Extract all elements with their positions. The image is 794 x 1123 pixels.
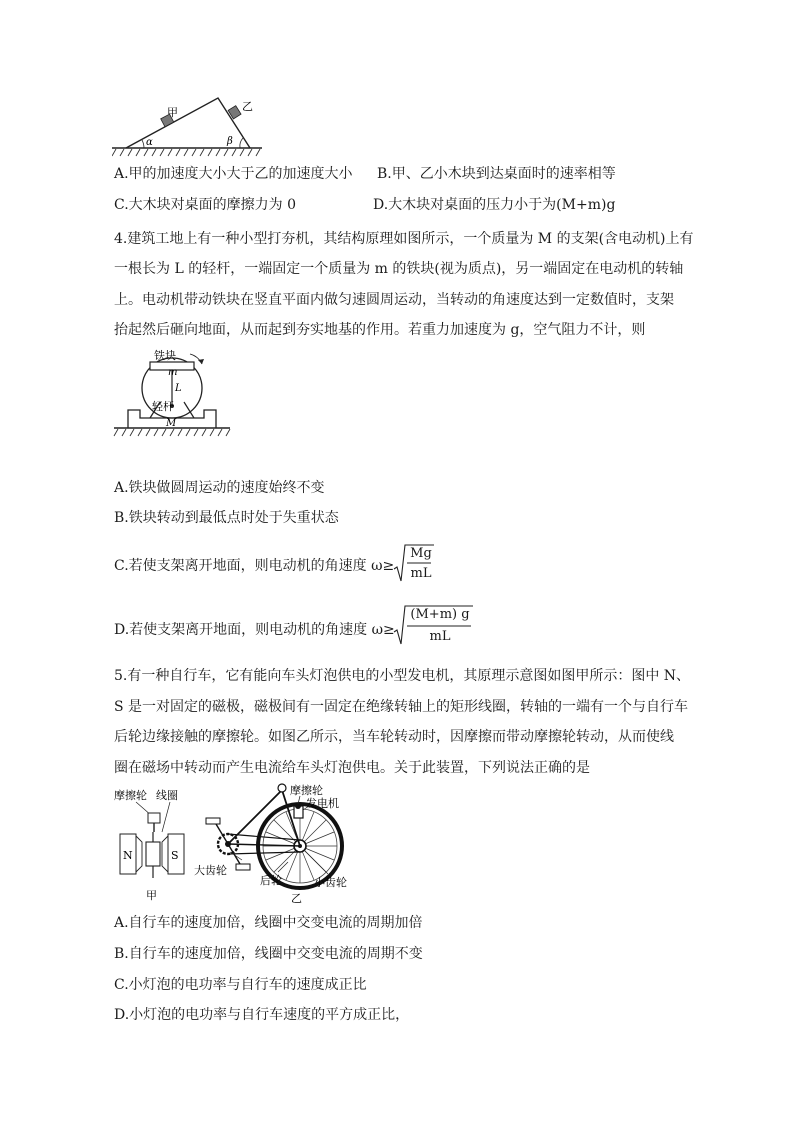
q5-stem-line3: 后轮边缘接触的摩擦轮。如图乙所示，当车轮转动时，因摩擦而带动摩擦轮转动，从而使线 xyxy=(114,729,674,745)
q5-option-a[interactable]: A.自行车的速度加倍，线圈中交变电流的周期加倍 xyxy=(114,915,423,931)
rammer-figure xyxy=(112,346,232,440)
label-M: M xyxy=(166,418,177,429)
label-mocalun-jia: 摩擦轮 xyxy=(114,789,147,802)
label-xianquan-jia: 线圈 xyxy=(156,789,178,802)
q4-stem-line3: 上。电动机带动铁块在竖直平面内做匀速圆周运动，当转动的角速度达到一定数值时，支架 xyxy=(114,292,674,308)
option-c-numerator: Mg xyxy=(410,546,432,561)
option-c-denominator: mL xyxy=(410,566,432,581)
label-xiaochilun: 小齿轮 xyxy=(314,876,347,889)
q5-option-c[interactable]: C.小灯泡的电功率与自行车的速度成正比 xyxy=(114,977,367,993)
q4-stem-line1: 4.建筑工地上有一种小型打夯机，其结构原理如图所示，一个质量为 M 的支架(含电动机)上有 xyxy=(114,231,694,247)
coil xyxy=(146,842,160,866)
label-N: N xyxy=(123,849,133,862)
q4-option-c[interactable]: C.若使支架离开地面，则电动机的角速度 ω≥ xyxy=(114,558,395,574)
label-qinggan: 轻杆 xyxy=(152,400,174,413)
label-L: L xyxy=(175,383,182,394)
option-d-numerator: (M+m) g xyxy=(410,607,470,622)
q4-stem-line4: 抬起然后砸向地面，从而起到夯实地基的作用。若重力加速度为 g，空气阻力不计，则 xyxy=(114,322,646,338)
wedge-figure xyxy=(112,92,262,158)
q4-option-b[interactable]: B.铁块转动到最低点时处于失重状态 xyxy=(114,510,339,526)
q4-option-d[interactable]: D.若使支架离开地面，则电动机的角速度 ω≥ xyxy=(114,622,395,638)
q3-option-a[interactable]: A.甲的加速度大小大于乙的加速度大小 xyxy=(114,166,353,182)
label-m: m xyxy=(168,367,178,378)
label-alpha: α xyxy=(146,137,153,148)
q5-option-b[interactable]: B.自行车的速度加倍，线圈中交变电流的周期不变 xyxy=(114,946,423,962)
label-fadianji: 发电机 xyxy=(306,797,339,810)
q4-option-a[interactable]: A.铁块做圆周运动的速度始终不变 xyxy=(114,480,325,496)
friction-wheel-jia xyxy=(148,813,160,823)
q3-option-b[interactable]: B.甲、乙小木块到达桌面时的速率相等 xyxy=(377,166,616,182)
label-tiekuai: 铁块 xyxy=(154,349,176,362)
label-dachilun: 大齿轮 xyxy=(194,864,227,877)
q5-stem-line4: 圈在磁场中转动而产生电流给车头灯泡供电。关于此装置，下列说法正确的是 xyxy=(114,760,590,776)
option-d-denominator: mL xyxy=(429,629,451,644)
q3-option-d[interactable]: D.大木块对桌面的压力小于为(M+m)g xyxy=(373,197,616,213)
label-jia: 甲 xyxy=(167,106,178,119)
generator-diagram xyxy=(112,786,196,904)
label-yi: 乙 xyxy=(242,100,253,113)
q5-stem-line1: 5.有一种自行车，它有能向车头灯泡供电的小型发电机，其原理示意图如图甲所示：图中 N、 xyxy=(114,668,691,684)
label-beta: β xyxy=(227,136,233,147)
label-mocalun-yi: 摩擦轮 xyxy=(290,784,323,797)
q5-stem-line2: S 是一对固定的磁极，磁极间有一固定在绝缘转轴上的矩形线圈，转轴的一端有一个与自行车 xyxy=(114,699,689,715)
q4-stem-line2: 一根长为 L 的轻杆，一端固定一个质量为 m 的铁块(视为质点)，另一端固定在电动机的转轴 xyxy=(114,261,684,277)
caption-yi: 乙 xyxy=(291,892,302,905)
bicycle-diagram xyxy=(194,780,366,906)
q5-option-d[interactable]: D.小灯泡的电功率与自行车速度的平方成正比， xyxy=(114,1007,410,1023)
label-S: S xyxy=(171,849,179,862)
label-houlun: 后轮 xyxy=(260,874,282,887)
caption-jia: 甲 xyxy=(146,889,157,902)
q3-option-c[interactable]: C.大木块对桌面的摩擦力为 0 xyxy=(114,197,297,213)
